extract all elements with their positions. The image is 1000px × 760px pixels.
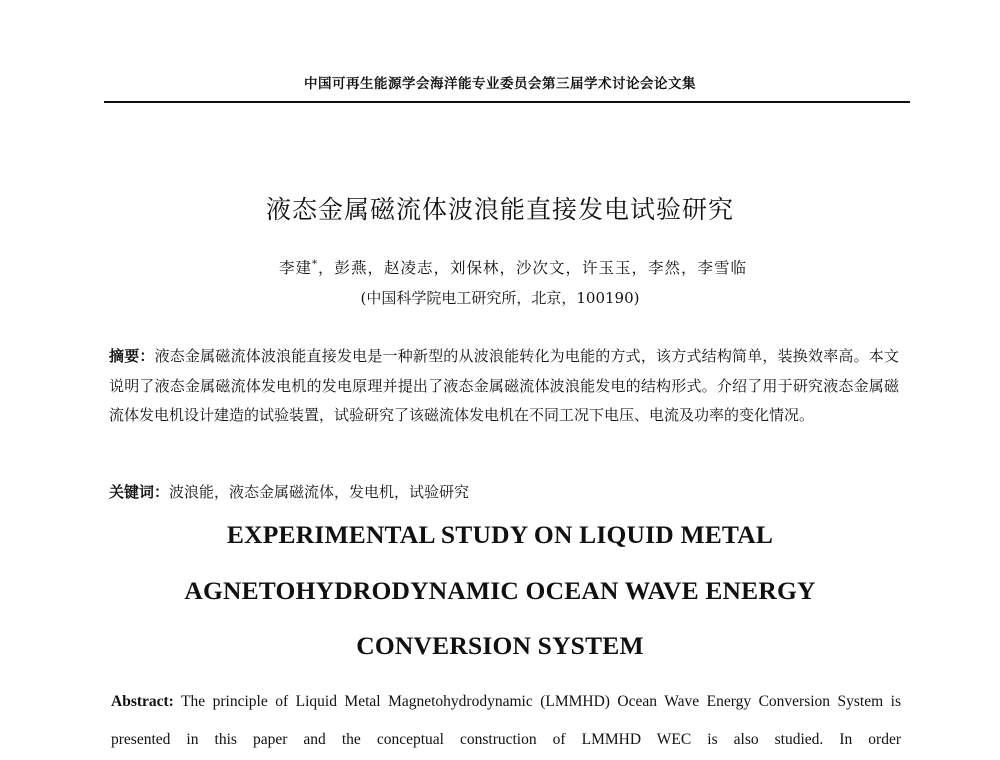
corresponding-author-mark: *	[312, 258, 319, 270]
paper-title-en-line-2: AGNETOHYDRODYNAMIC OCEAN WAVE ENERGY	[184, 576, 816, 605]
other-authors: ，彭燕，赵凌志，刘保林，沙次文，许玉玉，李然，李雪临	[318, 259, 748, 277]
abstract-en-label: Abstract:	[111, 693, 174, 710]
abstract-en-text: The principle of Liquid Metal Magnetohydrodynamic (LMMHD) Ocean Wave Energy Conversion System is presented in this paper and the conceptual construction of LMMHD WEC is also studied. In order	[111, 693, 901, 748]
abstract-cn-text: 液态金属磁流体波浪能直接发电是一种新型的从波浪能转化为电能的方式，该方式结构简单，装换效率高。本文说明了液态金属磁流体发电机的发电原理并提出了液态金属磁流体波浪能发电的结构形式。介绍了用于研究液态金属磁流体发电机设计建造的试验装置，试验研究了该磁流体发电机在不同工况下电压、电流及功率的变化情况。	[109, 347, 899, 425]
abstract-en	[111, 683, 901, 759]
header-rule	[104, 101, 910, 103]
paper-title-cn: 液态金属磁流体波浪能直接发电试验研究	[265, 195, 734, 224]
abstract-cn	[109, 342, 899, 431]
author-list	[279, 256, 747, 278]
keywords	[109, 481, 469, 502]
abstract-cn-label: 摘要：	[109, 347, 155, 365]
affiliation: (中国科学院电工研究所，北京，100190)	[360, 289, 640, 307]
keywords-label: 关键词：	[109, 483, 170, 501]
first-author: 李建	[279, 259, 313, 277]
keywords-text: 波浪能，液态金属磁流体，发电机，试验研究	[169, 483, 470, 501]
paper-title-en-line-3: CONVERSION SYSTEM	[356, 631, 644, 660]
paper-title-en-line-1: EXPERIMENTAL STUDY ON LIQUID METAL	[226, 520, 774, 549]
journal-header: 中国可再生能源学会海洋能专业委员会第三届学术讨论会论文集	[304, 76, 696, 92]
